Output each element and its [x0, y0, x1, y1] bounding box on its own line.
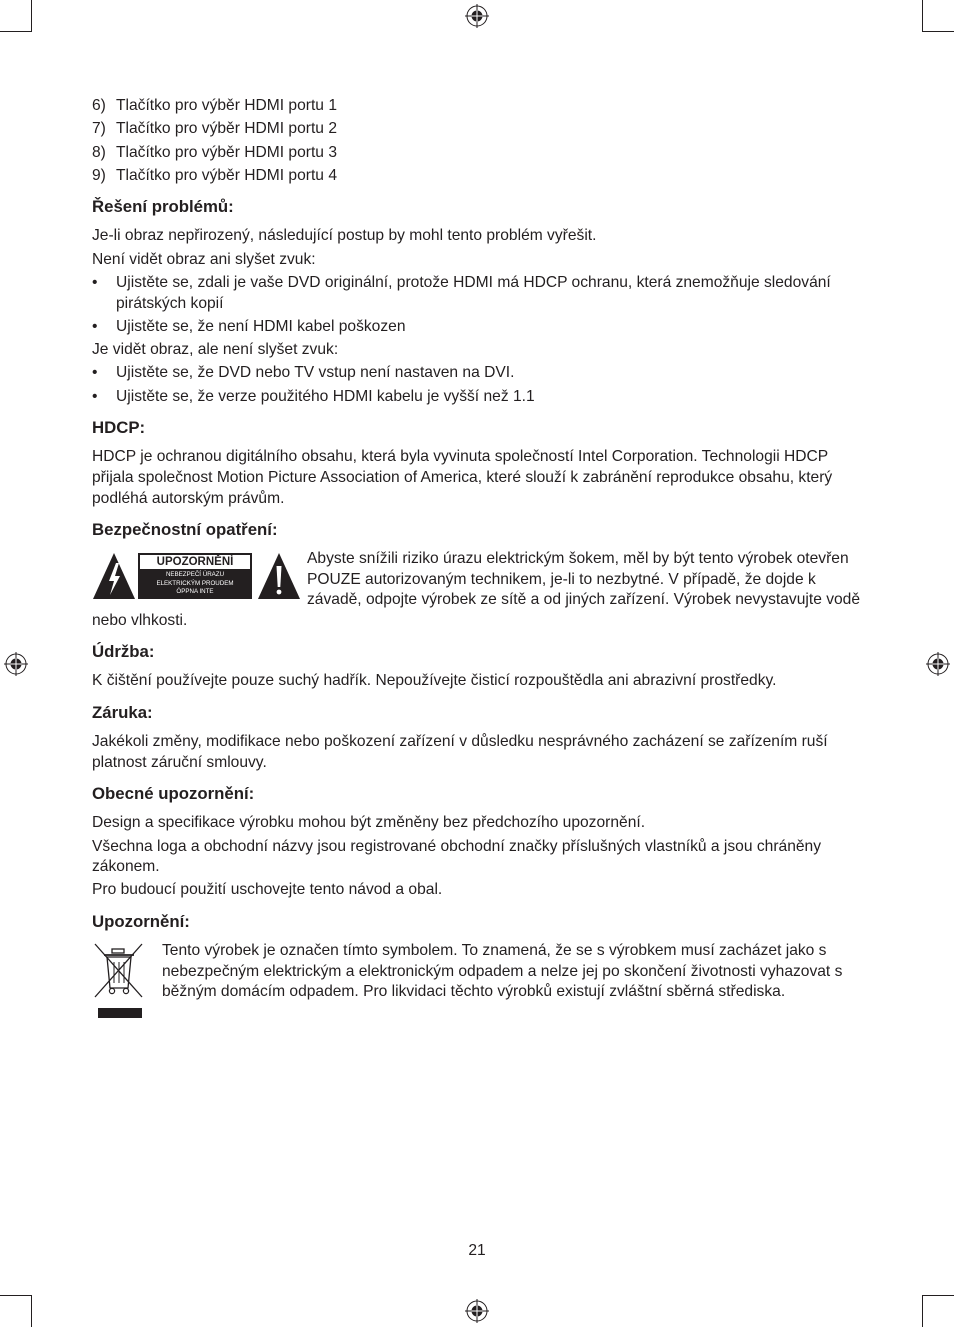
warning-label-line: NEBEZPEČÍ ÚRAZU: [165, 571, 225, 579]
general-notice-p1: Design a specifikace výrobku mohou být změněny bez předchozího upozornění.: [92, 814, 646, 832]
bullet-icon: •: [92, 387, 98, 405]
list-item: [92, 143, 867, 164]
list-item: [92, 363, 867, 384]
list-number: 6): [92, 97, 106, 114]
safety-warning-label: [92, 550, 307, 602]
safety-section: [92, 549, 867, 631]
list-text: Tlačítko pro výběr HDMI portu 2: [116, 120, 337, 138]
list-item: [92, 387, 867, 408]
registration-mark-left-icon: [4, 652, 28, 676]
crop-mark-bl-h: [0, 1295, 32, 1296]
list-text: Ujistěte se, zdali je vaše DVD originální, protože HDMI má HDCP ochranu, která znemožňuje sledování pirátských kopií: [116, 274, 831, 312]
crop-mark-br-h: [922, 1295, 954, 1296]
troubleshooting-case-1: Není vidět obraz ani slyšet zvuk:: [92, 250, 316, 268]
list-text: Ujistěte se, že není HDMI kabel poškozen: [116, 317, 406, 335]
safety-text: Abyste snížili riziko úrazu elektrickým šokem, měl by být tento výrobek otevřen POUZE autorizovaným technikem, je-li to nezbytné. V případě, že dojde k závadě, odpojte výrobek ze sítě a od jiných zařízení. Výrobek nevystavujte vodě nebo vlhkosti.: [92, 550, 861, 629]
case-1-bullets: [92, 273, 867, 337]
hdcp-heading: HDCP:: [92, 418, 146, 438]
disposal-notice-text: Tento výrobek je označen tímto symbolem. To znamená, že se s výrobkem musí zacházet jako s nebezpečným elektrickým a elektronickým odpadem a nelze jej po skončení životnosti vyhazovat s běžným domácím odpadem. Pro likvidaci těchto výrobků existují zvláštní sběrná střediska.: [162, 942, 843, 1001]
list-number: 9): [92, 166, 106, 184]
crop-mark-br-v: [922, 1295, 923, 1327]
list-item: [92, 273, 867, 314]
crop-mark-tr-h: [922, 31, 954, 32]
crop-mark-tl-h: [0, 31, 32, 32]
page-number: 21: [468, 1242, 486, 1259]
warning-label-line: ELEKTRICKÝM PROUDEM: [156, 579, 234, 587]
list-text: Tlačítko pro výběr HDMI portu 4: [116, 166, 337, 184]
list-item: [92, 96, 867, 117]
list-number: 7): [92, 120, 106, 138]
warning-label-title: UPOZORNĚNÍ: [140, 555, 250, 569]
disposal-notice-heading: Upozornění:: [92, 912, 190, 931]
safety-heading: Bezpečnostní opatření:: [92, 520, 278, 540]
list-text: Tlačítko pro výběr HDMI portu 3: [116, 143, 337, 161]
electric-shock-warning-icon: [92, 552, 136, 600]
list-text: Tlačítko pro výběr HDMI portu 1: [116, 97, 337, 114]
warranty-text: Jakékoli změny, modifikace nebo poškození zařízení v důsledku nesprávného zacházení se zařízením ruší platnost záruční smlouvy.: [92, 733, 828, 771]
warning-label-line: ÓPPNA INTE: [176, 587, 214, 595]
weee-symbol: [92, 941, 162, 1026]
crop-mark-tl-v: [31, 0, 32, 32]
maintenance-text: K čištění používejte pouze suchý hadřík. Nepoužívejte čisticí rozpouštědla ani abrazivní prostředky.: [92, 672, 777, 690]
crop-mark-bl-v: [31, 1295, 32, 1327]
registration-mark-right-icon: [926, 652, 950, 676]
list-text: Ujistěte se, že DVD nebo TV vstup není nastaven na DVI.: [116, 364, 515, 382]
troubleshooting-heading: Řešení problémů:: [92, 197, 234, 217]
list-number: 8): [92, 143, 106, 161]
general-notice-p2: Všechna loga a obchodní názvy jsou registrované obchodní značky příslušných vlastníků a jsou chráněny zákonem.: [92, 837, 822, 876]
bullet-icon: •: [92, 274, 98, 291]
exclamation-warning-icon: [257, 552, 301, 600]
page-content: [92, 96, 867, 1026]
hdmi-button-list: [92, 96, 867, 186]
list-item: [92, 317, 867, 338]
hdcp-text: HDCP je ochranou digitálního obsahu, která byla vyvinuta společností Intel Corporation. Technologii HDCP přijala společnost Motion Picture Association of America, které slouží k zabránění reprodukce obsahu, který podléhá autorským právům.: [92, 448, 833, 507]
list-text: Ujistěte se, že verze použitého HDMI kabelu je vyšší než 1.1: [116, 387, 535, 405]
general-notice-p3: Pro budoucí použití uschovejte tento návod a obal.: [92, 881, 443, 899]
case-2-bullets: [92, 363, 867, 407]
warning-label-lines: [138, 571, 252, 596]
troubleshooting-intro: Je-li obraz nepřirozený, následující postup by mohl tento problém vyřešit.: [92, 227, 597, 245]
warning-label-box: [138, 553, 252, 599]
list-item: [92, 166, 867, 187]
registration-mark-top-icon: [465, 4, 489, 28]
list-item: [92, 119, 867, 140]
warranty-heading: Záruka:: [92, 703, 153, 723]
registration-mark-bottom-icon: [465, 1299, 489, 1323]
crossed-bin-icon: [92, 941, 148, 1019]
bullet-icon: •: [92, 364, 98, 382]
troubleshooting-case-2: Je vidět obraz, ale není slyšet zvuk:: [92, 341, 339, 359]
maintenance-heading: Údržba:: [92, 642, 155, 662]
disposal-notice: [92, 941, 867, 1026]
general-notice-heading: Obecné upozornění:: [92, 784, 255, 804]
bullet-icon: •: [92, 317, 98, 335]
crop-mark-tr-v: [922, 0, 923, 32]
